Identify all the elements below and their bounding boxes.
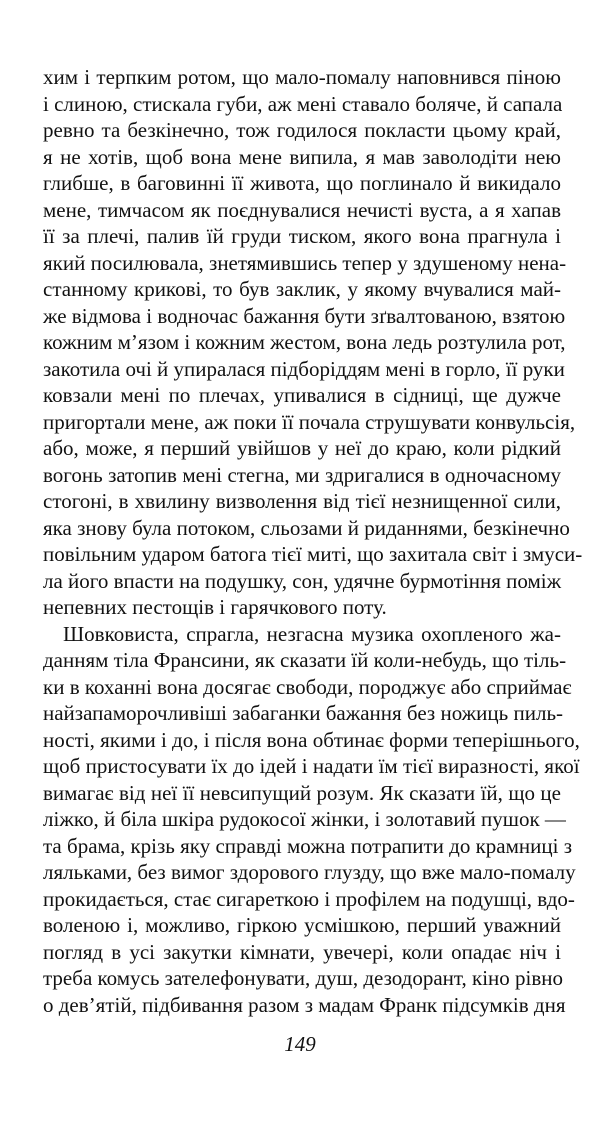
text-line: найзапаморочливіші забаганки бажання без ножиць пиль- bbox=[43, 701, 564, 725]
text-line: і слиною, стискала губи, аж мені ставало боляче, й сапала bbox=[43, 91, 563, 116]
paragraph-2 bbox=[43, 621, 580, 1019]
text-line: яка знову була потоком, сльозами й риданнями, безкінечно bbox=[43, 515, 570, 540]
text-line: та брама, крізь яку справді можна потрапити до крамниці з bbox=[43, 833, 572, 858]
text-line: щоб пристосувати їх до ідей і надати їм тієї виразності, якої bbox=[43, 754, 580, 778]
text-line: мене, тимчасом як поєднувалися нечисті вуста, а я хапав bbox=[43, 197, 561, 222]
text-line: треба комусь зателефонувати, душ, дезодорант, кіно рівно bbox=[43, 966, 564, 990]
text-line: який посилювала, знетямившись тепер у здушеному нена- bbox=[43, 250, 567, 275]
text-line: ки в коханні вона досягає свободи, породжує або сприймає bbox=[43, 674, 572, 699]
text-line: воленою і, можливо, гіркою усмішкою, перший уважний bbox=[43, 913, 561, 937]
page-number: 149 bbox=[284, 1032, 316, 1056]
text-line: погляд в усі закутки кімнати, увечері, коли опадає ніч і bbox=[43, 939, 561, 964]
text-line: вимагає від неї її невсипущий розум. Як сказати їй, що це bbox=[43, 780, 561, 805]
text-line: закотила очі й упиралася підборіддям мені в горло, її руки bbox=[43, 356, 565, 381]
text-line: хим і терпким ротом, що мало-помалу наповнився піною bbox=[43, 65, 561, 89]
text-line: данням тіла Франсини, як сказати їй коли-небудь, що тіль- bbox=[43, 648, 567, 672]
text-line: пригортали мене, аж поки її почала струшувати конвульсія, bbox=[43, 409, 576, 434]
text-line: Шовковиста, спрагла, незгасна музика охопленого жа- bbox=[63, 621, 561, 646]
page-body bbox=[43, 64, 583, 1018]
text-line: ліжко, й біла шкіра рудокосої жінки, і золотавий пушок — bbox=[43, 807, 566, 831]
text-line: її за плечі, палив їй груди тиском, якого вона прагнула і bbox=[43, 224, 561, 248]
text-line: або, може, я перший увійшов у неї до краю, коли рідкий bbox=[43, 436, 561, 460]
text-line: о дев’ятій, підбивання разом з мадам Франк підсумків дня bbox=[43, 992, 566, 1017]
text-line: я не хотів, щоб вона мене випила, я мав заволодіти нею bbox=[43, 144, 561, 169]
text-line: ла його впасти на подушку, сон, удячне бурмотіння поміж bbox=[43, 568, 562, 593]
text-line: же відмова і водночас бажання бути зґвалтованою, взятою bbox=[43, 303, 566, 328]
text-line: ковзали мені по плечах, упивалися в сідниці, ще дужче bbox=[43, 383, 561, 407]
text-line: ності, якими і до, і після вона обтинає форми теперішнього, bbox=[43, 727, 580, 752]
paragraph-1 bbox=[43, 64, 583, 621]
text-line: вогонь затопив мені стегна, ми здригалися в одночасному bbox=[43, 462, 561, 487]
text-line: ляльками, без вимог здорового глузду, що вже мало-помалу bbox=[43, 860, 576, 884]
text-line: кожним м’язом і кожним жестом, вона ледь розтулила рот, bbox=[43, 330, 566, 354]
text-line: ревно та безкінечно, тож годилося покласти цьому край, bbox=[43, 118, 561, 142]
text-line: глибше, в баговинні її живота, що поглинало й викидало bbox=[43, 171, 561, 195]
text-line: стогоні, в хвилину визволення від тієї незнищенної сили, bbox=[43, 489, 561, 513]
text-line: прокидається, стає сигареткою і профілем на подушці, вдо- bbox=[43, 886, 575, 911]
text-line: станному крикові, то був заклик, у якому вчувалися май- bbox=[43, 277, 561, 301]
text-line: непевних пестощів і гарячкового поту. bbox=[43, 595, 387, 619]
text-line: повільним ударом батога тієї миті, що захитала світ і змуси- bbox=[43, 542, 583, 566]
